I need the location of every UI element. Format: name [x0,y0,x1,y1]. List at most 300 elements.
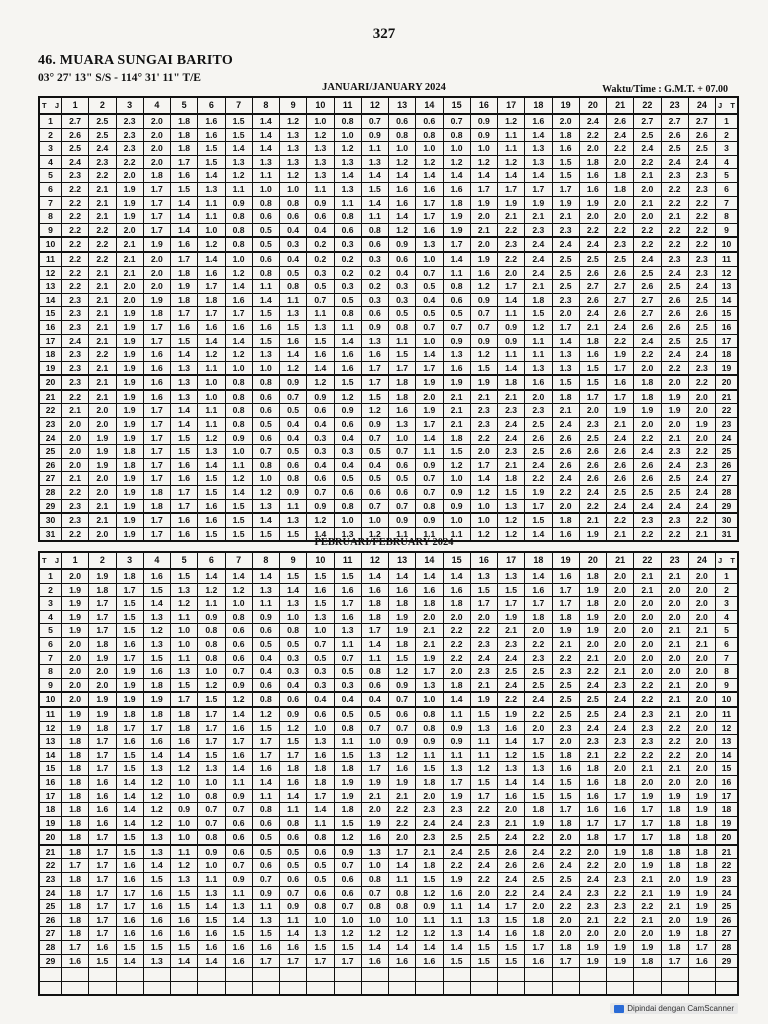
tide-value-cell: 1.6 [143,665,170,679]
tide-value-cell: 1.4 [252,569,279,583]
tide-value-cell: 2.1 [89,361,116,375]
tide-value-cell: 1.6 [579,169,606,183]
table-row [39,320,738,334]
tide-value-cell: 2.5 [498,665,525,679]
tide-value-cell: 1.8 [443,431,470,445]
tide-value-cell: 0.6 [307,845,334,859]
tide-value-cell: 1.0 [252,182,279,196]
tide-value-cell: 1.5 [252,527,279,541]
tide-value-cell: 0.5 [252,830,279,845]
tide-value-cell: 2.0 [661,597,688,611]
tide-value-cell: 1.5 [470,941,497,955]
tide-value-cell: 2.0 [552,114,579,128]
tide-value-cell: 2.0 [634,624,661,638]
tide-value-cell: 1.6 [525,583,552,597]
tide-value-cell: 1.9 [361,775,388,789]
tide-value-cell: 1.5 [225,499,252,513]
tide-value-cell: 0.6 [334,886,361,900]
tide-value-cell: 1.5 [470,707,497,721]
tide-value-cell: 2.6 [552,458,579,472]
tide-value-cell: 1.5 [470,583,497,597]
tide-value-cell: 1.5 [171,445,198,459]
tide-value-cell: 2.7 [62,114,89,128]
tide-value-cell: 0.2 [307,252,334,266]
tide-value-cell: 2.6 [579,293,606,307]
tide-value-cell: 1.8 [579,155,606,169]
tide-value-cell: 1.3 [143,637,170,651]
tide-value-cell: 2.2 [89,348,116,362]
tide-value-cell: 1.4 [361,637,388,651]
tide-value-cell: 1.3 [389,418,416,432]
tide-value-cell: 1.4 [389,210,416,224]
hour-header: 2 [89,552,116,569]
tide-value-cell: 1.9 [688,886,715,900]
tide-value-cell: 2.2 [634,237,661,252]
tide-value-cell: 2.2 [634,678,661,692]
tide-value-cell: 2.4 [607,320,634,334]
tide-value-cell: 1.8 [688,816,715,830]
tide-value-cell: 2.4 [688,155,715,169]
tide-value-cell: 2.2 [688,513,715,527]
tide-value-cell: 1.7 [552,182,579,196]
day-cell: 31 [39,527,62,541]
tide-value-cell: 1.4 [198,169,225,183]
tide-value-cell: 1.2 [470,348,497,362]
tide-value-cell: 1.9 [661,404,688,418]
tide-value-cell: 1.7 [89,735,116,749]
tide-value-cell: 1.7 [252,735,279,749]
tide-value-cell: 1.4 [498,361,525,375]
tide-value-cell: 2.2 [579,128,606,142]
tide-value-cell: 2.3 [498,404,525,418]
day-cell-right: 26 [716,458,739,472]
tide-value-cell: 1.5 [361,390,388,404]
tide-value-cell: 2.4 [579,307,606,321]
tide-value-cell: 0.8 [252,803,279,817]
tide-value-cell: 1.8 [307,762,334,776]
tide-value-cell: 1.8 [525,293,552,307]
tide-value-cell: 0.2 [334,252,361,266]
tide-value-cell: 1.6 [416,583,443,597]
tide-value-cell: 1.6 [143,569,170,583]
tide-value-cell: 2.1 [116,237,143,252]
tide-value-cell: 1.6 [89,941,116,955]
tide-value-cell: 2.0 [89,404,116,418]
tide-value-cell: 0.4 [334,458,361,472]
corner-cell-right [716,552,739,569]
tide-value-cell: 1.7 [143,458,170,472]
tide-value-cell: 1.5 [579,361,606,375]
blank-cell [225,981,252,995]
day-cell: 22 [39,404,62,418]
tide-value-cell: 1.9 [443,223,470,237]
tide-value-cell: 2.2 [661,196,688,210]
tide-value-cell: 2.1 [89,182,116,196]
tide-value-cell: 0.8 [443,280,470,294]
tide-value-cell: 1.3 [171,873,198,887]
tide-value-cell: 0.3 [307,445,334,459]
tide-value-cell: 2.4 [607,499,634,513]
tide-value-cell: 0.9 [443,486,470,500]
tide-value-cell: 2.1 [634,583,661,597]
hour-header: 7 [225,552,252,569]
tide-value-cell: 2.1 [62,472,89,486]
day-cell-right: 2 [716,583,739,597]
corner-cell-left [39,552,62,569]
tide-value-cell: 1.7 [116,583,143,597]
tide-value-cell: 2.0 [525,624,552,638]
tide-value-cell: 1.9 [688,418,715,432]
tide-value-cell: 2.5 [688,334,715,348]
tide-value-cell: 2.3 [661,445,688,459]
tide-value-cell: 1.9 [661,789,688,803]
tide-value-cell: 1.9 [634,789,661,803]
tide-value-cell: 1.2 [307,513,334,527]
tide-value-cell: 0.8 [280,280,307,294]
tide-value-cell: 2.1 [416,624,443,638]
tide-value-cell: 0.9 [225,873,252,887]
tide-value-cell: 1.1 [361,142,388,156]
day-cell: 24 [39,431,62,445]
tide-value-cell: 1.9 [116,692,143,707]
tide-value-cell: 2.1 [443,418,470,432]
day-cell-right: 31 [716,527,739,541]
tide-value-cell: 1.0 [389,913,416,927]
table-row [39,196,738,210]
hour-header: 1 [62,97,89,114]
tide-value-cell: 2.1 [89,293,116,307]
tide-value-cell: 1.6 [389,196,416,210]
tide-value-cell: 1.8 [661,830,688,845]
corner-t: T [730,101,735,110]
tide-value-cell: 1.7 [361,624,388,638]
tide-value-cell: 1.5 [307,569,334,583]
tide-value-cell: 0.7 [198,803,225,817]
tide-value-cell: 1.4 [361,196,388,210]
tide-value-cell: 1.9 [62,610,89,624]
tide-value-cell: 2.6 [661,128,688,142]
tide-value-cell: 1.9 [361,816,388,830]
tide-value-cell: 2.5 [470,830,497,845]
tide-value-cell: 1.3 [280,142,307,156]
tide-value-cell: 2.4 [661,458,688,472]
tide-value-cell: 0.9 [225,196,252,210]
tide-value-cell: 1.1 [252,169,279,183]
tide-value-cell: 1.1 [361,210,388,224]
tide-value-cell: 1.5 [252,927,279,941]
tide-value-cell: 1.5 [198,486,225,500]
tide-value-cell: 2.2 [443,624,470,638]
tide-value-cell: 0.6 [334,873,361,887]
hour-header: 5 [171,97,198,114]
tide-value-cell: 0.9 [307,390,334,404]
tide-value-cell: 1.8 [62,927,89,941]
tide-value-cell: 2.0 [62,637,89,651]
blank-cell [116,981,143,995]
day-cell: 11 [39,707,62,721]
tide-value-cell: 1.6 [225,954,252,968]
tide-value-cell: 2.1 [607,418,634,432]
tide-value-cell: 0.4 [252,665,279,679]
tide-value-cell: 2.4 [498,651,525,665]
tide-value-cell: 0.3 [334,678,361,692]
tide-value-cell: 2.0 [62,651,89,665]
tide-value-cell: 1.0 [470,142,497,156]
tide-value-cell: 2.3 [89,155,116,169]
tide-value-cell: 0.8 [280,472,307,486]
tide-value-cell: 1.8 [171,142,198,156]
tide-value-cell: 1.8 [334,803,361,817]
tide-value-cell: 1.2 [225,348,252,362]
blank-cell [389,981,416,995]
hour-header: 10 [307,552,334,569]
tide-value-cell: 0.5 [307,280,334,294]
tide-value-cell: 2.3 [661,169,688,183]
tide-value-cell: 2.3 [62,320,89,334]
hour-header: 9 [280,97,307,114]
tide-value-cell: 1.2 [416,927,443,941]
tide-value-cell: 1.2 [143,803,170,817]
tide-value-cell: 2.2 [634,692,661,707]
tide-value-cell: 1.1 [416,527,443,541]
tide-value-cell: 1.0 [198,390,225,404]
tide-value-cell: 1.4 [280,927,307,941]
corner-j: J [718,101,723,110]
tide-value-cell: 2.2 [525,830,552,845]
hour-header: 11 [334,552,361,569]
tide-value-cell: 1.2 [389,748,416,762]
tide-value-cell: 1.0 [361,859,388,873]
tide-value-cell: 2.2 [552,845,579,859]
tide-value-cell: 1.6 [498,721,525,735]
tide-value-cell: 1.6 [389,954,416,968]
tide-value-cell: 2.0 [607,927,634,941]
tide-value-cell: 1.1 [280,499,307,513]
tide-value-cell: 1.9 [634,859,661,873]
tide-value-cell: 2.4 [688,280,715,294]
tide-value-cell: 2.0 [143,252,170,266]
tide-value-cell: 0.9 [498,320,525,334]
tide-value-cell: 1.2 [171,762,198,776]
tide-value-cell: 2.3 [525,404,552,418]
tide-value-cell: 0.4 [389,266,416,280]
tide-value-cell: 2.0 [607,583,634,597]
tide-value-cell: 2.3 [552,223,579,237]
tide-value-cell: 1.3 [198,445,225,459]
tide-value-cell: 2.5 [552,252,579,266]
tide-value-cell: 1.4 [225,707,252,721]
tide-value-cell: 2.2 [607,748,634,762]
tide-value-cell: 0.3 [307,665,334,679]
tide-value-cell: 2.4 [498,418,525,432]
tide-value-cell: 0.7 [252,445,279,459]
tide-value-cell: 1.1 [198,210,225,224]
tide-value-cell: 0.9 [389,735,416,749]
tide-value-cell: 1.6 [143,390,170,404]
tide-value-cell: 1.4 [171,404,198,418]
day-cell-right: 17 [716,789,739,803]
day-cell: 16 [39,775,62,789]
tide-value-cell: 1.5 [498,583,525,597]
tide-value-cell: 1.4 [334,169,361,183]
tide-value-cell: 0.6 [389,486,416,500]
tide-value-cell: 1.6 [552,527,579,541]
blank-cell [171,968,198,982]
tide-value-cell: 2.1 [116,252,143,266]
tide-value-cell: 0.8 [361,900,388,914]
tide-value-cell: 1.4 [443,169,470,183]
tide-value-cell: 1.6 [171,913,198,927]
tide-value-cell: 2.0 [688,762,715,776]
tide-value-cell: 1.5 [143,651,170,665]
tide-value-cell: 1.5 [198,155,225,169]
tide-value-cell: 2.0 [89,418,116,432]
tide-value-cell: 2.5 [89,128,116,142]
tide-value-cell: 1.7 [116,900,143,914]
tide-value-cell: 0.7 [361,721,388,735]
tide-value-cell: 2.5 [634,486,661,500]
tide-value-cell: 1.9 [116,513,143,527]
tide-value-cell: 2.1 [688,624,715,638]
tide-value-cell: 1.7 [89,597,116,611]
tide-value-cell: 1.5 [143,941,170,955]
tide-value-cell: 1.0 [252,361,279,375]
tide-value-cell: 1.4 [443,941,470,955]
tide-value-cell: 1.9 [62,707,89,721]
blank-cell [525,968,552,982]
tide-value-cell: 1.9 [607,941,634,955]
tide-value-cell: 1.6 [225,293,252,307]
hour-header: 22 [634,552,661,569]
tide-value-cell: 2.3 [62,513,89,527]
tide-value-cell: 1.4 [361,169,388,183]
tide-value-cell: 2.4 [552,418,579,432]
tide-value-cell: 1.1 [498,142,525,156]
blank-cell [443,981,470,995]
tide-value-cell: 2.0 [688,707,715,721]
tide-value-cell: 1.5 [280,735,307,749]
tide-value-cell: 1.6 [443,583,470,597]
tide-value-cell: 1.5 [225,927,252,941]
scanner-label: Dipindai dengan CamScanner [627,1004,734,1013]
tide-value-cell: 0.3 [334,280,361,294]
tide-value-cell: 1.0 [198,775,225,789]
blank-cell [688,981,715,995]
tide-value-cell: 1.8 [62,913,89,927]
tide-value-cell: 1.8 [688,830,715,845]
tide-value-cell: 2.0 [361,803,388,817]
tide-value-cell: 0.3 [389,293,416,307]
tide-value-cell: 2.1 [634,913,661,927]
tide-value-cell: 0.9 [171,803,198,817]
tide-value-cell: 0.7 [280,390,307,404]
tide-value-cell: 1.5 [361,182,388,196]
tide-value-cell: 1.1 [307,182,334,196]
tide-value-cell: 1.3 [198,886,225,900]
tide-value-cell: 0.7 [361,499,388,513]
tide-value-cell: 1.4 [389,941,416,955]
tide-value-cell: 2.4 [661,499,688,513]
tide-value-cell: 1.9 [579,196,606,210]
tide-value-cell: 2.2 [634,155,661,169]
tide-value-cell: 1.6 [116,637,143,651]
corner-j: J [54,556,59,565]
tide-value-cell: 1.0 [171,775,198,789]
tide-value-cell: 1.8 [525,803,552,817]
tide-value-cell: 1.2 [498,114,525,128]
tide-value-cell: 1.4 [252,128,279,142]
day-cell-right: 5 [716,624,739,638]
tide-value-cell: 1.4 [143,748,170,762]
tide-value-cell: 1.4 [416,431,443,445]
day-cell-right: 30 [716,513,739,527]
tide-value-cell: 0.7 [307,293,334,307]
tide-value-cell: 2.6 [525,859,552,873]
tide-value-cell: 1.9 [62,721,89,735]
tide-value-cell: 2.1 [116,266,143,280]
tide-value-cell: 2.0 [89,665,116,679]
tide-value-cell: 2.0 [116,223,143,237]
tide-value-cell: 0.5 [389,472,416,486]
tide-value-cell: 1.3 [552,361,579,375]
tide-value-cell: 1.4 [525,169,552,183]
tide-value-cell: 0.6 [307,472,334,486]
tide-value-cell: 2.6 [579,266,606,280]
tide-value-cell: 1.5 [116,610,143,624]
tide-value-cell: 2.6 [661,307,688,321]
tide-value-cell: 1.7 [307,954,334,968]
day-cell: 1 [39,569,62,583]
tide-value-cell: 1.6 [171,927,198,941]
day-cell: 29 [39,499,62,513]
day-cell-right: 12 [716,266,739,280]
tide-value-cell: 1.7 [225,735,252,749]
tide-value-cell: 1.8 [416,597,443,611]
tide-value-cell: 1.9 [470,692,497,707]
tide-value-cell: 2.0 [416,789,443,803]
tide-value-cell: 1.0 [361,513,388,527]
tide-value-cell: 2.1 [89,390,116,404]
table-row [39,941,738,955]
february-tide-table [38,551,739,996]
day-cell: 2 [39,128,62,142]
corner-j: J [54,101,59,110]
tide-value-cell: 1.6 [171,458,198,472]
tide-value-cell: 2.2 [607,886,634,900]
blank-cell [416,981,443,995]
tide-value-cell: 2.0 [552,927,579,941]
tide-value-cell: 1.4 [225,280,252,294]
tide-value-cell: 1.7 [470,597,497,611]
tide-value-cell: 2.0 [443,665,470,679]
tide-value-cell: 2.0 [607,597,634,611]
tide-value-cell: 0.9 [280,375,307,390]
tide-value-cell: 1.6 [198,941,225,955]
tide-value-cell: 1.3 [171,665,198,679]
day-cell: 25 [39,900,62,914]
hour-header: 24 [688,552,715,569]
tide-value-cell: 1.7 [89,927,116,941]
day-cell-right: 6 [716,182,739,196]
tide-value-cell: 2.7 [579,280,606,294]
tide-value-cell: 1.0 [443,142,470,156]
tide-value-cell: 1.9 [389,624,416,638]
day-cell-right: 16 [716,775,739,789]
tide-value-cell: 1.7 [416,418,443,432]
tide-value-cell: 0.7 [225,859,252,873]
corner-t: T [42,101,47,110]
tide-value-cell: 1.6 [225,721,252,735]
